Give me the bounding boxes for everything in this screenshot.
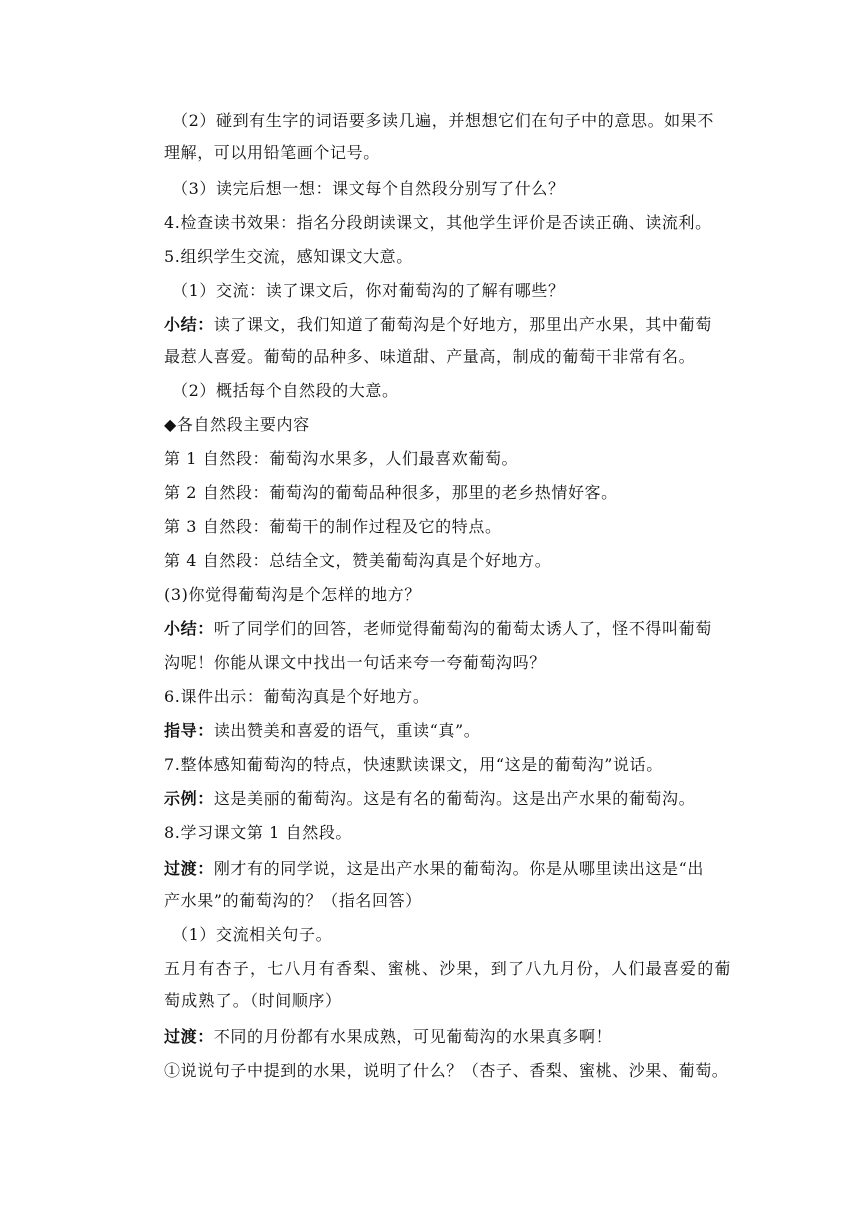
paragraph-summary: 第 3 自然段：葡萄干的制作过程及它的特点。 [164, 517, 502, 536]
summary-label: 小结： [164, 315, 214, 334]
section-heading: ◆各自然段主要内容 [164, 415, 310, 434]
text-line: 理解，可以用铅笔画个记号。 [164, 143, 380, 162]
text-line: （2）概括每个自然段的大意。 [172, 381, 399, 400]
quoted-sentence: 萄成熟了。（时间顺序） [164, 991, 342, 1010]
summary-line: 小结：读了课文，我们知道了葡萄沟是个好地方，那里出产水果，其中葡萄 [164, 315, 712, 334]
transition-line: 过渡：刚才有的同学说，这是出产水果的葡萄沟。你是从哪里读出这是“出 [164, 859, 704, 878]
summary-label: 小结： [164, 619, 214, 638]
text-line: 6.课件出示：葡萄沟真是个好地方。 [164, 687, 430, 706]
text-line: 8.学习课文第 1 自然段。 [164, 823, 353, 842]
text-line: 5.组织学生交流，感知课文大意。 [164, 247, 413, 266]
transition-line: 过渡：不同的月份都有水果成熟，可见葡萄沟的水果真多啊！ [164, 1027, 613, 1046]
guide-line: 指导：读出赞美和喜爱的语气，重读“真”。 [164, 721, 481, 740]
text-line: 产水果”的葡萄沟的？（指名回答） [164, 891, 422, 910]
quoted-sentence: 五月有杏子，七八月有香梨、蜜桃、沙果，到了八九月份，人们最喜爱的葡 [164, 959, 732, 978]
guide-label: 指导： [164, 721, 214, 740]
text-line: （1）交流相关句子。 [172, 925, 333, 944]
text-line: 最惹人喜爱。葡萄的品种多、味道甜、产量高，制成的葡萄干非常有名。 [164, 347, 696, 366]
paragraph-summary: 第 2 自然段：葡萄沟的葡萄品种很多，那里的老乡热情好客。 [164, 483, 618, 502]
example-line: 示例：这是美丽的葡萄沟。这是有名的葡萄沟。这是出产水果的葡萄沟。 [164, 789, 696, 808]
paragraph-summary: 第 1 自然段：葡萄沟水果多，人们最喜欢葡萄。 [164, 449, 519, 468]
text-line: 4.检查读书效果：指名分段朗读课文，其他学生评价是否读正确、读流利。 [164, 213, 712, 232]
text-line: （2）碰到有生字的词语要多读几遍，并想想它们在句子中的意思。如果不 [172, 111, 714, 130]
text-line: 7.整体感知葡萄沟的特点，快速默读课文，用“这是的葡萄沟”说话。 [164, 755, 663, 774]
text-line: ①说说句子中提到的水果，说明了什么？（杏子、香梨、蜜桃、沙果、葡萄。 [164, 1061, 729, 1080]
text-line: 沟呢！你能从课文中找出一句话来夸一夸葡萄沟吗？ [164, 653, 546, 672]
text-line: （3）读完后想一想：课文每个自然段分别写了什么？ [172, 179, 565, 198]
summary-line: 小结：听了同学们的回答，老师觉得葡萄沟的葡萄太诱人了，怪不得叫葡萄 [164, 619, 712, 638]
text-line: （1）交流：读了课文后，你对葡萄沟的了解有哪些？ [172, 281, 565, 300]
transition-label: 过渡： [164, 1027, 214, 1046]
text-line: (3)你觉得葡萄沟是个怎样的地方？ [164, 585, 421, 604]
example-label: 示例： [164, 789, 214, 808]
transition-label: 过渡： [164, 859, 214, 878]
paragraph-summary: 第 4 自然段：总结全文，赞美葡萄沟真是个好地方。 [164, 551, 552, 570]
